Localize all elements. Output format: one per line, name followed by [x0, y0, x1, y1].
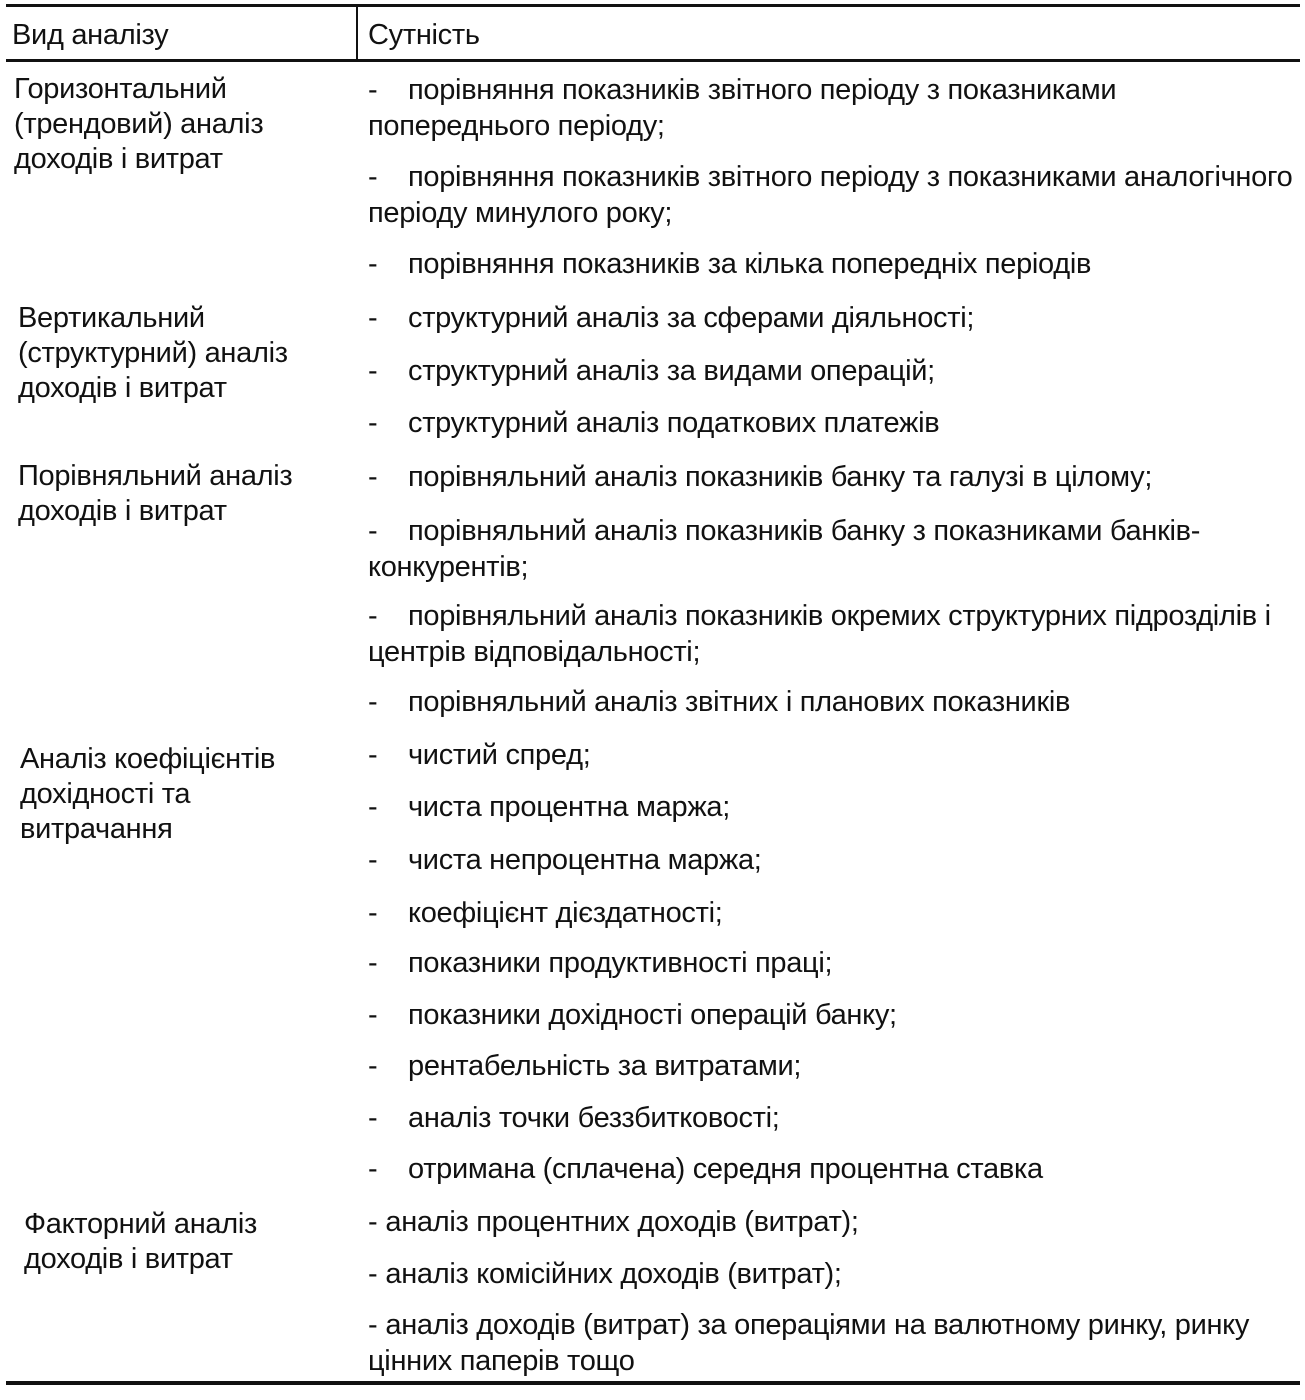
list-item: - отримана (сплачена) середня процентна ставка — [368, 1153, 1043, 1185]
category-label-vertical: Вертикальний (структурний) аналіз доходів і витрат — [18, 302, 288, 404]
list-item: - порівняння показників звітного періоду з показниками аналогічного періоду минулого року; — [368, 161, 1293, 229]
list-item: - чиста непроцентна маржа; — [368, 844, 762, 876]
list-item: - показники продуктивності праці; — [368, 947, 833, 979]
list-item: - порівняльний аналіз показників банку з показниками банків-конкурентів; — [368, 515, 1201, 583]
list-item: - структурний аналіз за сферами діяльності; — [368, 302, 975, 334]
list-item: - структурний аналіз за видами операцій; — [368, 355, 935, 387]
list-item: - аналіз точки беззбитковості; — [368, 1102, 780, 1134]
list-item: - аналіз процентних доходів (витрат); — [368, 1206, 859, 1238]
header-essence: Сутність — [368, 19, 480, 51]
list-item: - порівняльний аналіз показників банку та галузі в цілому; — [368, 461, 1153, 493]
list-item: - порівняльний аналіз показників окремих структурних підрозділів і центрів відповідальності; — [368, 600, 1271, 668]
list-item: - порівняльний аналіз звітних і планових показників — [368, 686, 1071, 718]
list-item: - структурний аналіз податкових платежів — [368, 407, 940, 439]
category-label-comparative: Порівняльний аналіз доходів і витрат — [18, 460, 293, 527]
table-top-rule — [6, 4, 1300, 7]
list-item: - аналіз доходів (витрат) за операціями на валютному ринку, ринку цінних паперів тощо — [368, 1309, 1250, 1377]
list-item: - коефіцієнт дієздатності; — [368, 897, 723, 929]
table-bottom-rule — [6, 1381, 1300, 1385]
category-label-factor: Факторний аналіз доходів і витрат — [24, 1208, 258, 1275]
list-item: - показники дохідності операцій банку; — [368, 999, 897, 1031]
list-item: - рентабельність за витратами; — [368, 1050, 802, 1082]
list-item: - чиста процентна маржа; — [368, 791, 731, 823]
category-label-ratios: Аналіз коефіцієнтів дохідності та витрачання — [20, 743, 276, 845]
list-item: - аналіз комісійних доходів (витрат); — [368, 1258, 842, 1290]
list-item: - порівняння показників за кілька попередніх періодів — [368, 248, 1092, 280]
analysis-table — [6, 4, 1300, 1390]
category-label-horizontal: Горизонтальний (трендовий) аналіз доходів і витрат — [14, 73, 264, 175]
header-bottom-rule — [6, 59, 1300, 62]
header-column-divider — [356, 4, 358, 62]
list-item: - чистий спред; — [368, 739, 591, 771]
list-item: - порівняння показників звітного періоду з показниками попереднього періоду; — [368, 74, 1117, 142]
header-analysis-type: Вид аналізу — [12, 19, 169, 51]
